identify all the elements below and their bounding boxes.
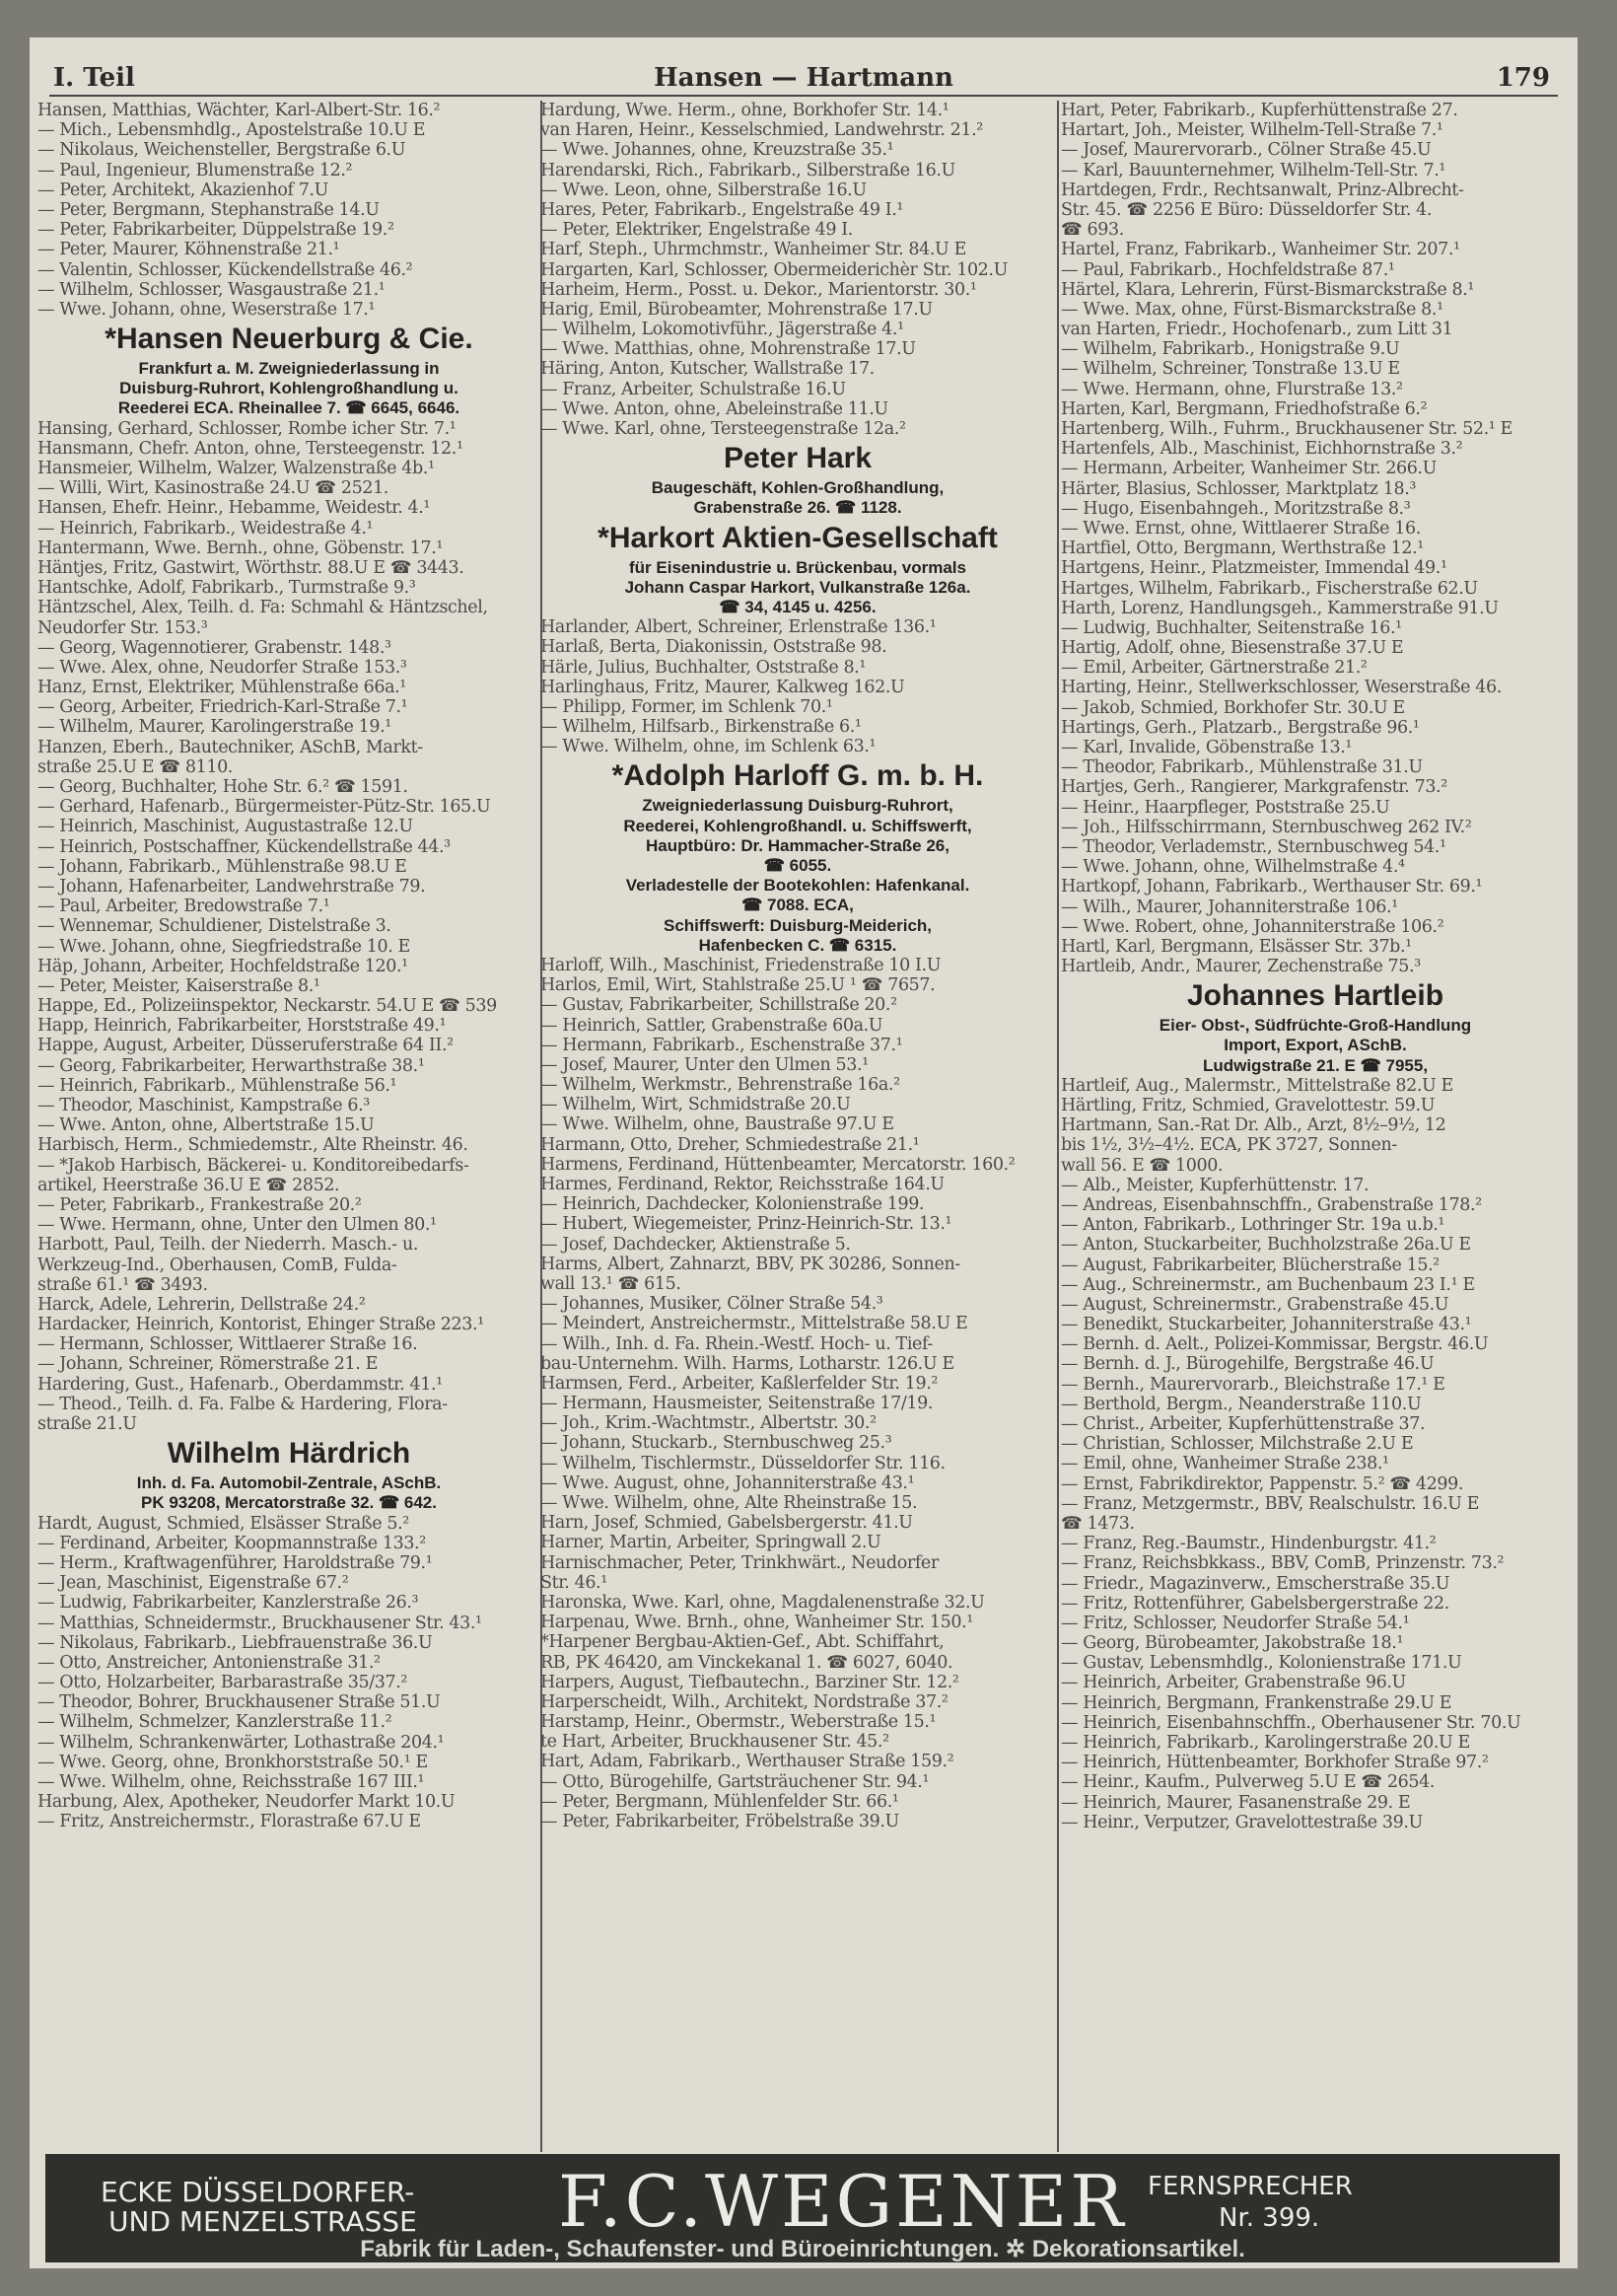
directory-entry: Harheim, Herm., Posst. u. Dekor., Marientorstr. 30.¹ — [540, 279, 977, 300]
directory-entry: — Fritz, Anstreichermstr., Florastraße 67.U E — [37, 1812, 421, 1832]
directory-entry: — Joh., Krim.-Wachtmstr., Albertstr. 30.² — [540, 1413, 877, 1434]
banner-slogan: Fabrik für Laden-, Schaufenster- und Büroeinrichtungen. ✲ Dekorationsartikel. — [360, 2236, 1245, 2262]
directory-entry: — Paul, Arbeiter, Bredowstraße 7.¹ — [37, 897, 330, 917]
directory-entry: Harlos, Emil, Wirt, Stahlstraße 25.U ¹ ☎ 7657. — [540, 975, 936, 996]
advertisement-entry: Johannes Hartleib — [1186, 979, 1444, 1013]
directory-entry: — Peter, Fabrikarbeiter, Fröbelstraße 39.U — [540, 1812, 899, 1831]
directory-entry: — Valentin, Schlosser, Kückendellstraße 46.² — [37, 259, 413, 280]
advertisement-entry: Wilhelm Härdrich — [167, 1437, 411, 1471]
directory-entry: RB, PK 46420, am Vinckekanal 1. ☎ 6027, 6040. — [540, 1652, 953, 1673]
advertisement-entry: Reederei ECA. Rheinallee 7. ☎ 6645, 6646. — [117, 398, 460, 418]
directory-entry: van Harten, Friedr., Hochofenarb., zum Litt 31 — [1061, 320, 1453, 340]
directory-entry: — Philipp, Former, im Schlenk 70.¹ — [540, 696, 833, 717]
directory-entry: Haronska, Wwe. Karl, ohne, Magdalenenstraße 32.U — [540, 1592, 985, 1613]
directory-entry: Harf, Steph., Uhrmchmstr., Wanheimer Str. 84.U E — [540, 240, 966, 260]
directory-entry: — Peter, Maurer, Köhnenstraße 21.¹ — [37, 240, 340, 260]
directory-entry: — Heinr., Haarpfleger, Poststraße 25.U — [1061, 797, 1390, 818]
directory-entry: Hantermann, Wwe. Bernh., ohne, Göbenstr. 17.¹ — [37, 538, 444, 558]
directory-entry: — Karl, Invalide, Göbenstraße 13.¹ — [1061, 738, 1353, 757]
directory-entry: — Joh., Hilfsschirrmann, Sternbuschweg 262 IV.² — [1061, 817, 1472, 837]
directory-column-1 — [37, 101, 540, 2154]
directory-entry: — Wilhelm, Maurer, Karolingerstraße 19.¹ — [37, 717, 391, 738]
directory-entry: Hart, Peter, Fabrikarb., Kupferhüttenstraße 27. — [1061, 101, 1458, 120]
advertisement-entry: *Harkort Aktien-Gesellschaft — [598, 521, 998, 554]
directory-entry: — Josef, Maurervorarb., Cölner Straße 45.U — [1061, 140, 1432, 161]
directory-entry: — Christian, Schlosser, Milchstraße 2.U E — [1061, 1434, 1414, 1455]
directory-entry: — Friedr., Magazinverw., Emscherstraße 35.U — [1061, 1573, 1450, 1594]
directory-entry: — Bernh., Maurervorarb., Bleichstraße 17.¹ E — [1061, 1374, 1445, 1395]
directory-entry: Harbott, Paul, Teilh. der Niederrh. Masch.- u. — [37, 1235, 418, 1256]
advertisement-entry: Reederei, Kohlengroßhandl. u. Schiffswerft, — [623, 816, 972, 835]
directory-column-3 — [1061, 101, 1570, 2154]
directory-entry: Harpenau, Wwe. Brnh., ohne, Wanheimer Str. 150.¹ — [540, 1613, 973, 1633]
directory-entry: — Wwe. Max, ohne, Fürst-Bismarckstraße 8.¹ — [1061, 299, 1443, 320]
directory-entry: — Johannes, Musiker, Cölner Straße 54.³ — [540, 1294, 883, 1315]
advertisement-entry: Inh. d. Fa. Automobil-Zentrale, ASchB. — [136, 1473, 442, 1493]
section-label: I. Teil — [53, 63, 135, 93]
directory-entry: — Wilhelm, Lokomotivführ., Jägerstraße 4.¹ — [540, 320, 904, 340]
directory-entry: Neudorfer Str. 153.³ — [37, 617, 208, 638]
directory-entry: — Georg, Bürobeamter, Jakobstraße 18.¹ — [1061, 1633, 1404, 1654]
directory-entry: — Wilhelm, Fabrikarb., Honigstraße 9.U — [1061, 339, 1400, 360]
directory-entry: — August, Fabrikarbeiter, Blücherstraße 15.² — [1061, 1255, 1440, 1275]
directory-entry: — Ferdinand, Arbeiter, Koopmannstraße 133.² — [37, 1533, 426, 1553]
directory-entry: Hartfiel, Otto, Bergmann, Werthstraße 12.¹ — [1061, 538, 1424, 559]
directory-entry: — Wwe. August, ohne, Johanniterstraße 43.¹ — [540, 1472, 915, 1493]
directory-entry: Hanz, Ernst, Elektriker, Mühlenstraße 66a.¹ — [37, 678, 406, 698]
advertisement-banner — [45, 2154, 1560, 2262]
directory-entry: Härtling, Fritz, Schmied, Gravelottestr. 59.U — [1061, 1096, 1436, 1115]
directory-entry: — Willi, Wirt, Kasinostraße 24.U ☎ 2521. — [37, 478, 388, 499]
directory-entry: — Alb., Meister, Kupferhüttenstr. 17. — [1061, 1175, 1370, 1195]
directory-entry: — Gustav, Lebensmhdlg., Kolonienstraße 171.U — [1061, 1653, 1462, 1674]
directory-entry: — Bernh. d. J., Bürogehilfe, Bergstraße 46.U — [1061, 1354, 1435, 1375]
directory-entry: — Hermann, Schlosser, Wittlaerer Straße 16. — [37, 1334, 418, 1355]
directory-entry: Happ, Heinrich, Fabrikarbeiter, Horststraße 49.¹ — [37, 1016, 447, 1037]
directory-entry: Harten, Karl, Bergmann, Friedhofstraße 6.² — [1061, 398, 1428, 419]
directory-entry: Hansmann, Chefr. Anton, ohne, Tersteegenstr. 12.¹ — [37, 438, 463, 459]
directory-entry: — Theodor, Maschinist, Kampstraße 6.³ — [37, 1096, 370, 1115]
directory-entry: — Peter, Architekt, Akazienhof 7.U — [37, 179, 329, 200]
directory-entry: — Peter, Bergmann, Mühlenfelder Str. 66.¹ — [540, 1791, 899, 1812]
directory-entry: — Georg, Fabrikarbeiter, Herwarthstraße 38.¹ — [37, 1055, 425, 1076]
directory-entry: — Franz, Arbeiter, Schulstraße 16.U — [540, 379, 846, 399]
advertisement-entry: für Eisenindustrie u. Brückenbau, vormals — [629, 557, 966, 577]
directory-entry: — Heinrich, Dachdecker, Kolonienstraße 199. — [540, 1194, 925, 1215]
directory-entry: — Nikolaus, Fabrikarb., Liebfrauenstraße 36.U — [37, 1632, 433, 1653]
directory-entry: — Benedikt, Stuckarbeiter, Johanniterstraße 43.¹ — [1061, 1315, 1472, 1335]
advertisement-entry: *Hansen Neuerburg & Cie. — [105, 323, 473, 356]
advertisement-entry: Duisburg-Ruhrort, Kohlengroßhandlung u. — [119, 379, 458, 398]
directory-entry: Häntjes, Fritz, Gastwirt, Wörthstr. 88.U E ☎ 3443. — [37, 557, 464, 578]
directory-entry: — Wilh., Maurer, Johanniterstraße 106.¹ — [1061, 897, 1398, 917]
directory-entry: Harbisch, Herm., Schmiedemstr., Alte Rheinstr. 46. — [37, 1135, 468, 1156]
directory-entry: — Otto, Anstreicher, Antonienstraße 31.² — [37, 1652, 381, 1673]
directory-entry: — Ernst, Fabrikdirektor, Pappenstr. 5.² ☎ 4299. — [1061, 1473, 1464, 1494]
directory-entry: Hansen, Ehefr. Heinr., Hebamme, Weidestr. 4.¹ — [37, 498, 431, 519]
directory-entry: — Heinrich, Maurer, Fasanenstraße 29. E — [1061, 1792, 1411, 1813]
directory-entry: — Heinrich, Hüttenbeamter, Borkhofer Straße 97.² — [1061, 1753, 1489, 1773]
directory-entry: Harmens, Ferdinand, Hüttenbeamter, Mercatorstr. 160.² — [540, 1154, 1016, 1175]
directory-entry: — Wwe. Robert, ohne, Johanniterstraße 106.² — [1061, 916, 1444, 937]
directory-entry: Hartig, Adolf, ohne, Biesenstraße 37.U E — [1061, 638, 1404, 659]
directory-entry: Harting, Heinr., Stellwerkschlosser, Weserstraße 46. — [1061, 678, 1502, 698]
directory-entry: — Heinrich, Fabrikarb., Weidestraße 4.¹ — [37, 518, 374, 538]
directory-entry: — Hubert, Wiegemeister, Prinz-Heinrich-Str. 13.¹ — [540, 1214, 952, 1235]
directory-entry: — Heinrich, Sattler, Grabenstraße 60a.U — [540, 1015, 883, 1036]
directory-entry: — Wilhelm, Wirt, Schmidstraße 20.U — [540, 1095, 851, 1115]
directory-entry: Str. 45. ☎ 2256 E Büro: Düsseldorfer Str. 4. — [1061, 199, 1433, 220]
directory-entry: Harlaß, Berta, Diakonissin, Oststraße 98. — [540, 637, 887, 658]
directory-entry: Härter, Blasius, Schlosser, Marktplatz 18.³ — [1061, 478, 1416, 499]
directory-entry: Hartleif, Aug., Malermstr., Mittelstraße 82.U E — [1061, 1075, 1453, 1096]
advertisement-entry: Ludwigstraße 21. E ☎ 7955, — [1202, 1055, 1429, 1075]
directory-entry: Hartenfels, Alb., Maschinist, Eichhornstraße 3.² — [1061, 439, 1463, 460]
directory-entry: Hartkopf, Johann, Fabrikarb., Werthauser Str. 69.¹ — [1061, 877, 1483, 897]
directory-entry: — Nikolaus, Weichensteller, Bergstraße 6.U — [37, 140, 406, 161]
page-number: 179 — [1496, 63, 1550, 93]
directory-entry: straße 61.¹ ☎ 3493. — [37, 1274, 208, 1295]
directory-entry: — Theod., Teilh. d. Fa. Falbe & Hardering, Flora- — [37, 1394, 448, 1414]
directory-entry: — Wilhelm, Schreiner, Tonstraße 13.U E — [1061, 359, 1400, 380]
directory-entry: — Georg, Arbeiter, Friedrich-Karl-Straße 7.¹ — [37, 697, 408, 718]
directory-entry: — Heinrich, Eisenbahnschffn., Oberhausener Str. 70.U — [1061, 1712, 1521, 1733]
directory-entry: — Otto, Holzarbeiter, Barbarastraße 35/37.² — [37, 1673, 407, 1693]
directory-entry: — Wwe. Karl, ohne, Tersteegenstraße 12a.² — [540, 419, 906, 439]
directory-entry: — Heinr., Verputzer, Gravelottestraße 39.U — [1061, 1812, 1423, 1832]
directory-entry: Hares, Peter, Fabrikarb., Engelstraße 49 I.¹ — [540, 199, 904, 220]
advertisement-entry: ☎ 34, 4145 u. 4256. — [719, 597, 877, 616]
directory-page — [30, 37, 1578, 2268]
directory-entry: Harn, Josef, Schmied, Gabelsbergerstr. 41.U — [540, 1513, 913, 1534]
directory-entry: *Harpener Bergbau-Aktien-Gef., Abt. Schiffahrt, — [540, 1632, 945, 1653]
directory-entry: — Wwe. Johann, ohne, Wilhelmstraße 4.⁴ — [1061, 857, 1405, 878]
directory-entry: — Emil, ohne, Wanheimer Straße 238.¹ — [1061, 1454, 1389, 1474]
directory-entry: — Peter, Meister, Kaiserstraße 8.¹ — [37, 975, 320, 996]
directory-entry: — August, Schreinermstr., Grabenstraße 45.U — [1061, 1294, 1449, 1315]
directory-entry: — Wwe. Johann, ohne, Siegfriedstraße 10. E — [37, 936, 410, 957]
banner-address-line-1: ECKE DÜSSELDORFER- — [101, 2176, 415, 2208]
directory-entry: Häp, Johann, Arbeiter, Hochfeldstraße 120.¹ — [37, 956, 408, 976]
directory-entry: Hartenberg, Wilh., Fuhrm., Bruckhausener Str. 52.¹ E — [1061, 419, 1512, 439]
directory-entry: — Aug., Schreinermstr., am Buchenbaum 23 I.¹ E — [1061, 1274, 1475, 1295]
directory-entry: ☎ 693. — [1061, 220, 1124, 241]
directory-entry: Harendarski, Rich., Fabrikarb., Silberstraße 16.U — [540, 160, 955, 180]
directory-entry: Hartart, Joh., Meister, Wilhelm-Tell-Straße 7.¹ — [1061, 120, 1443, 141]
directory-entry: — Christ., Arbeiter, Kupferhüttenstraße 37. — [1061, 1414, 1426, 1434]
directory-entry: — Wwe. Alex, ohne, Neudorfer Straße 153.³ — [37, 657, 407, 678]
directory-entry: — Franz, Reg.-Baumstr., Hindenburgstr. 41.² — [1061, 1534, 1437, 1554]
directory-entry: Happe, Ed., Polizeiinspektor, Neckarstr. 54.U E ☎ 539 — [37, 996, 497, 1017]
directory-entry: — Anton, Stuckarbeiter, Buchholzstraße 26a.U E — [1061, 1235, 1471, 1256]
directory-entry: Harck, Adele, Lehrerin, Dellstraße 24.² — [37, 1294, 366, 1315]
directory-entry: — Wwe. Hermann, ohne, Flurstraße 13.² — [1061, 379, 1403, 399]
directory-entry: — Hermann, Arbeiter, Wanheimer Str. 266.U — [1061, 459, 1438, 479]
directory-entry: — Johann, Schreiner, Römerstraße 21. E — [37, 1354, 378, 1375]
directory-entry: — Johann, Fabrikarb., Mühlenstraße 98.U E — [37, 856, 407, 877]
directory-entry: — Heinrich, Postschaffner, Kückendellstraße 44.³ — [37, 836, 451, 857]
directory-entry: — Hermann, Hausmeister, Seitenstraße 17/19. — [540, 1394, 933, 1414]
directory-entry: Harloff, Wilh., Maschinist, Friedenstraße 10 I.U — [540, 955, 942, 975]
directory-entry: — Heinrich, Maschinist, Augustastraße 12.U — [37, 817, 413, 837]
directory-entry: Hartmann, San.-Rat Dr. Alb., Arzt, 8½–9½, 12 — [1061, 1115, 1446, 1136]
directory-entry: — Heinrich, Fabrikarb., Karolingerstraße 20.U E — [1061, 1733, 1470, 1753]
banner-phone-number: Nr. 399. — [1219, 2203, 1320, 2233]
banner-firm-name: F.C.WEGENER — [558, 2160, 1127, 2243]
directory-entry: — Wwe. Georg, ohne, Bronkhorststraße 50.¹ E — [37, 1752, 428, 1772]
directory-entry: — Wilhelm, Hilfsarb., Birkenstraße 6.¹ — [540, 717, 862, 738]
directory-entry: Harpers, August, Tiefbautechn., Barziner Str. 12.² — [540, 1672, 959, 1692]
directory-entry: — Ludwig, Buchhalter, Seitenstraße 16.¹ — [1061, 617, 1402, 638]
directory-entry: — Wwe. Johannes, ohne, Kreuzstraße 35.¹ — [540, 140, 894, 161]
directory-entry: Werkzeug-Ind., Oberhausen, ComB, Fulda- — [37, 1255, 397, 1275]
directory-entry: Harlander, Albert, Schreiner, Erlenstraße 136.¹ — [540, 617, 937, 638]
directory-entry: Hartleib, Andr., Maurer, Zechenstraße 75.³ — [1061, 957, 1421, 977]
directory-entry: — *Jakob Harbisch, Bäckerei- u. Konditoreibedarfs- — [37, 1155, 469, 1176]
directory-entry: — Wwe. Wilhelm, ohne, Baustraße 97.U E — [540, 1114, 894, 1135]
directory-entry: — Berthold, Bergm., Neanderstraße 110.U — [1061, 1394, 1422, 1414]
directory-entry: — Karl, Bauunternehmer, Wilhelm-Tell-Str. 7.¹ — [1061, 160, 1445, 180]
directory-entry: — Hermann, Fabrikarb., Eschenstraße 37.¹ — [540, 1035, 903, 1055]
directory-entry: Hardung, Wwe. Herm., ohne, Borkhofer Str. 14.¹ — [540, 101, 949, 120]
directory-entry: — Heinrich, Bergmann, Frankenstraße 29.U E — [1061, 1692, 1452, 1713]
directory-entry: — Andreas, Eisenbahnschffn., Grabenstraße 178.² — [1061, 1194, 1482, 1215]
directory-entry: artikel, Heerstraße 36.U E ☎ 2852. — [37, 1175, 340, 1195]
directory-entry: bau-Unternehm. Wilh. Harms, Lotharstr. 126.U E — [540, 1353, 954, 1374]
directory-entry: Harstamp, Heinr., Obermstr., Weberstraße 15.¹ — [540, 1712, 937, 1733]
advertisement-entry: Zweigniederlassung Duisburg-Ruhrort, — [642, 796, 953, 816]
directory-entry: — Peter, Bergmann, Stephanstraße 14.U — [37, 199, 380, 220]
directory-entry: — Wilhelm, Schmelzer, Kanzlerstraße 11.² — [37, 1712, 392, 1733]
directory-entry: wall 56. E ☎ 1000. — [1061, 1155, 1224, 1176]
directory-entry: — Wilh., Inh. d. Fa. Rhein.-Westf. Hoch- u. Tief- — [540, 1333, 933, 1354]
directory-entry: — Hugo, Eisenbahngeh., Moritzstraße 8.³ — [1061, 498, 1411, 519]
advertisement-entry: PK 93208, Mercatorstraße 32. ☎ 642. — [141, 1493, 437, 1513]
advertisement-entry: ☎ 7088. ECA, — [741, 896, 854, 915]
directory-entry: — Georg, Buchhalter, Hohe Str. 6.² ☎ 1591. — [37, 777, 408, 797]
directory-entry: Hargarten, Karl, Schlosser, Obermeiderichèr Str. 102.U — [540, 259, 1008, 280]
directory-entry: — Josef, Dachdecker, Aktienstraße 5. — [540, 1234, 851, 1255]
directory-entry: — Heinrich, Fabrikarb., Mühlenstraße 56.¹ — [37, 1075, 397, 1096]
directory-entry: — Peter, Fabrikarb., Frankestraße 20.² — [37, 1194, 362, 1215]
directory-entry: — Matthias, Schneidermstr., Bruckhausener Str. 43.¹ — [37, 1613, 482, 1633]
directory-entry: — Franz, Reichsbkkass., BBV, ComB, Prinzenstr. 73.² — [1061, 1553, 1505, 1574]
directory-entry: — Wwe. Wilhelm, ohne, im Schlenk 63.¹ — [540, 737, 877, 757]
directory-entry: Hartel, Franz, Fabrikarb., Wanheimer Str. 207.¹ — [1061, 240, 1460, 260]
directory-entry: Harmsen, Ferd., Arbeiter, Kaßlerfelder Str. 19.² — [540, 1373, 938, 1394]
directory-entry: — Wwe. Johann, ohne, Weserstraße 17.¹ — [37, 299, 376, 320]
advertisement-entry: Grabenstraße 26. ☎ 1128. — [693, 498, 902, 518]
directory-entry: Harperscheidt, Wilh., Architekt, Nordstraße 37.² — [540, 1691, 949, 1712]
directory-entry: Harth, Lorenz, Handlungsgeh., Kammerstraße 91.U — [1061, 598, 1499, 618]
advertisement-entry: Hauptbüro: Dr. Hammacher-Straße 26, — [646, 835, 949, 855]
directory-entry: Harms, Albert, Zahnarzt, BBV, PK 30286, Sonnen- — [540, 1254, 960, 1274]
directory-entry: Häntzschel, Alex, Teilh. d. Fa: Schmahl & Häntzschel, — [37, 598, 488, 618]
directory-entry: Harlinghaus, Fritz, Maurer, Kalkweg 162.U — [540, 677, 905, 697]
directory-entry: — Anton, Fabrikarb., Lothringer Str. 19a u.b.¹ — [1061, 1215, 1445, 1236]
banner-address-line-2: UND MENZELSTRASSE — [108, 2205, 417, 2238]
header-rule — [49, 95, 1558, 97]
directory-entry: — Wwe. Ernst, ohne, Wittlaerer Straße 16. — [1061, 518, 1421, 538]
advertisement-entry: Baugeschäft, Kohlen-Großhandlung, — [651, 478, 945, 498]
running-title: Hansen — Hartmann — [654, 63, 953, 93]
advertisement-entry: ☎ 6055. — [763, 856, 832, 875]
directory-entry: — Peter, Fabrikarbeiter, Düppelstraße 19.² — [37, 220, 394, 241]
directory-entry: — Gerhard, Hafenarb., Bürgermeister-Pütz-Str. 165.U — [37, 797, 491, 818]
advertisement-entry: Verladestelle der Bootekohlen: Hafenkanal. — [625, 876, 970, 896]
directory-entry: — Wwe. Wilhelm, ohne, Reichsstraße 167 III.¹ — [37, 1772, 425, 1792]
directory-entry: van Haren, Heinr., Kesselschmied, Landwehrstr. 21.² — [540, 120, 983, 141]
directory-entry: — Wilhelm, Schrankenwärter, Lothastraße 204.¹ — [37, 1732, 445, 1753]
directory-entry: — Heinrich, Arbeiter, Grabenstraße 96.U — [1061, 1673, 1406, 1693]
directory-entry: — Emil, Arbeiter, Gärtnerstraße 21.² — [1061, 658, 1368, 679]
directory-entry: — Ludwig, Fabrikarbeiter, Kanzlerstraße 26.³ — [37, 1593, 419, 1614]
advertisement-entry: Eier- Obst-, Südfrüchte-Groß-Handlung — [1159, 1016, 1472, 1036]
directory-entry: — Jean, Maschinist, Eigenstraße 67.² — [37, 1573, 349, 1594]
directory-entry: Häring, Anton, Kutscher, Wallstraße 17. — [540, 359, 875, 380]
directory-entry: — Wwe. Anton, ohne, Abeleinstraße 11.U — [540, 398, 888, 419]
directory-entry: — Meindert, Anstreichermstr., Mittelstraße 58.U E — [540, 1314, 968, 1334]
directory-entry: Hartjes, Gerh., Rangierer, Markgrafenstr. 73.² — [1061, 777, 1447, 798]
directory-entry: bis 1½, 3½–4½. ECA, PK 3727, Sonnen- — [1061, 1135, 1397, 1156]
directory-entry: — Fritz, Rottenführer, Gabelsbergerstraße 22. — [1061, 1593, 1449, 1614]
advertisement-entry: Import, Export, ASchB. — [1224, 1036, 1407, 1055]
directory-entry: — Wilhelm, Tischlermstr., Düsseldorfer Str. 116. — [540, 1453, 946, 1473]
directory-entry: Hardacker, Heinrich, Kontorist, Ehinger Straße 223.¹ — [37, 1315, 484, 1335]
directory-entry: Hansen, Matthias, Wächter, Karl-Albert-Str. 16.² — [37, 101, 441, 120]
page-header — [30, 37, 1578, 97]
directory-entry: Harmes, Ferdinand, Rektor, Reichsstraße 164.U — [540, 1175, 945, 1194]
directory-entry: Harnischmacher, Peter, Trinkhwärt., Neudorfer — [540, 1552, 939, 1573]
advertisement-entry: Hafenbecken C. ☎ 6315. — [698, 935, 897, 955]
directory-entry: — Wilhelm, Schlosser, Wasgaustraße 21.¹ — [37, 279, 386, 300]
advertisement-entry: *Adolph Harloff G. m. b. H. — [611, 759, 984, 793]
directory-entry: Hartdegen, Frdr., Rechtsanwalt, Prinz-Albrecht- — [1061, 179, 1464, 200]
directory-entry: Härle, Julius, Buchhalter, Oststraße 8.¹ — [540, 657, 866, 678]
directory-entry: — Gustav, Fabrikarbeiter, Schillstraße 20.² — [540, 995, 897, 1016]
directory-entry: Hartl, Karl, Bergmann, Elsässer Str. 37b.¹ — [1061, 936, 1412, 957]
banner-phone-label: FERNSPRECHER — [1148, 2172, 1353, 2201]
directory-entry: — Paul, Ingenieur, Blumenstraße 12.² — [37, 160, 353, 180]
directory-entry: — Heinr., Kaufm., Pulverweg 5.U E ☎ 2654. — [1061, 1772, 1435, 1793]
directory-entry: straße 25.U E ☎ 8110. — [37, 756, 233, 777]
directory-entry: straße 21.U — [37, 1414, 137, 1434]
directory-entry: Happe, August, Arbeiter, Düsseruferstraße 64 II.² — [37, 1036, 454, 1056]
directory-entry: — Wilhelm, Werkmstr., Behrenstraße 16a.² — [540, 1075, 900, 1096]
directory-entry: Harig, Emil, Bürobeamter, Mohrenstraße 17.U — [540, 299, 933, 320]
directory-entry: Harbung, Alex, Apotheker, Neudorfer Markt 10.U — [37, 1792, 456, 1813]
directory-entry: Hantschke, Adolf, Fabrikarb., Turmstraße 9.³ — [37, 578, 416, 599]
directory-entry: — Josef, Maurer, Unter den Ulmen 53.¹ — [540, 1054, 869, 1075]
directory-entry: Hardt, August, Schmied, Elsässer Straße 5.² — [37, 1513, 409, 1534]
directory-entry: — Paul, Fabrikarb., Hochfeldstraße 87.¹ — [1061, 259, 1395, 280]
advertisement-entry: Johann Caspar Harkort, Vulkanstraße 126a. — [624, 577, 971, 597]
directory-entry: — Theodor, Verlademstr., Sternbuschweg 54.¹ — [1061, 836, 1446, 857]
directory-entry: te Hart, Arbeiter, Bruckhausener Str. 45.² — [540, 1732, 889, 1753]
directory-entry: wall 13.¹ ☎ 615. — [540, 1273, 681, 1294]
directory-entry: Str. 46.¹ — [540, 1572, 607, 1593]
directory-entry: — Wwe. Anton, ohne, Albertstraße 15.U — [37, 1115, 375, 1136]
directory-entry: — Theodor, Bohrer, Bruckhausener Straße 51.U — [37, 1692, 441, 1713]
directory-entry: — Wwe. Wilhelm, ohne, Alte Rheinstraße 15. — [540, 1493, 918, 1513]
directory-entry: — Wwe. Hermann, ohne, Unter den Ulmen 80.¹ — [37, 1215, 437, 1236]
advertisement-entry: Schiffswerft: Duisburg-Meiderich, — [663, 915, 933, 935]
directory-entry: Hansmeier, Wilhelm, Walzer, Walzenstraße 4b.¹ — [37, 459, 435, 478]
directory-entry: — Wennemar, Schuldiener, Distelstraße 3. — [37, 916, 391, 937]
directory-entry: Harmann, Otto, Dreher, Schmiedestraße 21.¹ — [540, 1134, 920, 1155]
directory-entry: Hardering, Gust., Hafenarb., Oberdammstr. 41.¹ — [37, 1374, 443, 1395]
directory-entry: — Wwe. Leon, ohne, Silberstraße 16.U — [540, 179, 867, 200]
directory-entry: — Johann, Hafenarbeiter, Landwehrstraße 79. — [37, 876, 426, 897]
directory-entry: — Georg, Wagennotierer, Grabenstr. 148.³ — [37, 637, 391, 658]
directory-entry: Härtel, Klara, Lehrerin, Fürst-Bismarckstraße 8.¹ — [1061, 279, 1475, 300]
directory-entry: Hanzen, Eberh., Bautechniker, ASchB, Markt- — [37, 737, 423, 757]
directory-entry: — Theodor, Fabrikarb., Mühlenstraße 31.U — [1061, 757, 1423, 778]
directory-entry: — Peter, Elektriker, Engelstraße 49 I. — [540, 220, 853, 241]
directory-entry: — Bernh. d. Aelt., Polizei-Kommissar, Bergstr. 46.U — [1061, 1334, 1489, 1355]
directory-entry: — Jakob, Schmied, Borkhofer Str. 30.U E — [1061, 697, 1405, 718]
directory-entry: Hartges, Wilhelm, Fabrikarb., Fischerstraße 62.U — [1061, 578, 1478, 599]
directory-entry: ☎ 1473. — [1061, 1513, 1135, 1534]
directory-entry: — Wwe. Matthias, ohne, Mohrenstraße 17.U — [540, 339, 916, 360]
directory-entry: Hart, Adam, Fabrikarb., Werthauser Straße 159.² — [540, 1752, 954, 1772]
directory-entry: — Herm., Kraftwagenführer, Haroldstraße 79.¹ — [37, 1552, 433, 1573]
directory-entry: Hartgens, Heinr., Platzmeister, Immendal 49.¹ — [1061, 558, 1447, 579]
advertisement-entry: Peter Hark — [723, 442, 873, 475]
directory-column-2 — [540, 101, 1055, 2154]
directory-entry: — Franz, Metzgermstr., BBV, Realschulstr. 16.U E — [1061, 1493, 1480, 1514]
advertisement-entry: Frankfurt a. M. Zweigniederlassung in — [138, 359, 440, 379]
directory-entry: — Fritz, Schlosser, Neudorfer Straße 54.¹ — [1061, 1613, 1410, 1633]
directory-entry: Hartings, Gerh., Platzarb., Bergstraße 96.¹ — [1061, 717, 1420, 738]
directory-entry: — Johann, Stuckarb., Sternbuschweg 25.³ — [540, 1433, 892, 1454]
directory-entry: — Otto, Bürogehilfe, Gartsträuchener Str. 94.¹ — [540, 1771, 930, 1792]
directory-entry: — Mich., Lebensmhdlg., Apostelstraße 10.U E — [37, 120, 426, 141]
directory-entry: Harner, Martin, Arbeiter, Springwall 2.U — [540, 1533, 881, 1553]
directory-entry: Hansing, Gerhard, Schlosser, Rombe icher Str. 7.¹ — [37, 418, 457, 439]
column-divider — [1057, 101, 1059, 2152]
